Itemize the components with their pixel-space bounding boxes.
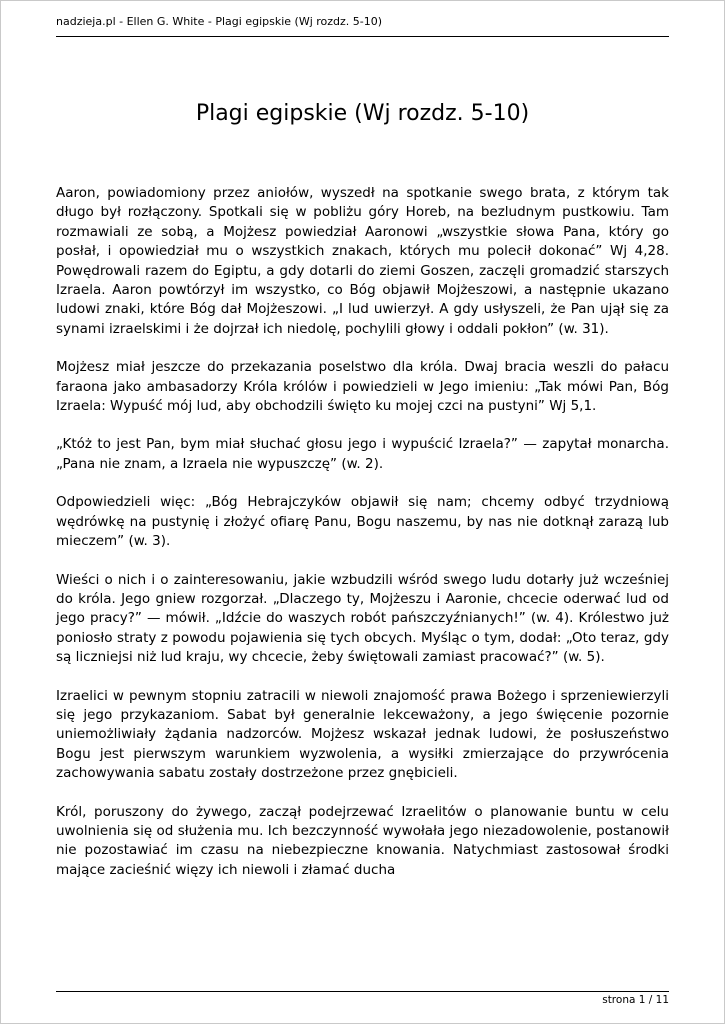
header-text: nadzieja.pl - Ellen G. White - Plagi egipskie (Wj rozdz. 5-10): [56, 15, 383, 28]
paragraph: Izraelici w pewnym stopniu zatracili w niewoli znajomość prawa Bożego i sprzeniewierzyli się jego przykazaniom. Sabat był generalnie lekceważony, a jego święcenie pozornie uniemożliwiały żądania nadzorców. Mojżesz wskazał jednak ludowi, że posłuszeństwo Bogu jest pierwszym warunkiem wyzwolenia, a wysiłki zmierzające do przywrócenia zachowywania sabatu zostały dostrzeżone przez gnębicieli.: [56, 687, 669, 782]
paragraph: Mojżesz miał jeszcze do przekazania poselstwo dla króla. Dwaj bracia weszli do pałacu faraona jako ambasadorzy Króla królów i powiedzieli w Jego imieniu: „Tak mówi Pan, Bóg Izraela: Wypuść mój lud, aby obchodzili święto ku mojej czci na pustyni” Wj 5,1.: [56, 359, 669, 415]
document-body: [56, 184, 669, 880]
paragraph: Odpowiedzieli więc: „Bóg Hebrajczyków objawił się nam; chcemy odbyć trzydniową wędrówkę na pustynię i złożyć ofiarę Panu, Bogu naszemu, by nas nie dotknął zarazą lub mieczem” (w. 3).: [56, 494, 669, 550]
page-number: strona 1 / 11: [602, 994, 669, 1006]
page-footer: [56, 991, 669, 1007]
paragraph: „Któż to jest Pan, bym miał słuchać głosu jego i wypuścić Izraela?” — zapytał monarcha. „Pana nie znam, a Izraela nie wypuszczę” (w. 2).: [56, 436, 669, 472]
header-divider: [56, 36, 669, 37]
paragraph: Aaron, powiadomiony przez aniołów, wyszedł na spotkanie swego brata, z którym tak długo był rozłączony. Spotkali się w pobliżu góry Horeb, na bezludnym pustkowiu. Tam rozmawiali ze sobą, a Mojżesz powiedział Aaronowi „wszystkie słowa Pana, który go posłał, i opowiedział mu o wszystkich znakach, których mu polecił dokonać” Wj 4,28. Powędrowali razem do Egiptu, a gdy dotarli do ziemi Goszen, zaczęli gromadzić starszych Izraela. Aaron powtórzył im wszystko, co Bóg objawił Mojżeszowi, a następnie ukazano ludowi znaki, które Bóg dał Mojżeszowi. „I lud uwierzył. A gdy usłyszeli, że Pan ujął się za synami izraelskimi i że dojrzał ich niedolę, pochylili głowy i oddali pokłon” (w. 31).: [56, 185, 669, 337]
document-title: Plagi egipskie (Wj rozdz. 5-10): [195, 101, 530, 126]
page-header: [56, 15, 669, 37]
paragraph: Wieści o nich i o zainteresowaniu, jakie wzbudzili wśród swego ludu dotarły już wcześniej do króla. Jego gniew rozgorzał. „Dlaczego ty, Mojżeszu i Aaronie, chcecie oderwać lud od jego pracy?” — mówił. „Idźcie do waszych robót pańszczyźnianych!” (w. 4). Królestwo już poniosło straty z powodu pojawienia się tych obcych. Myśląc o tym, dodał: „Oto teraz, gdy są liczniejsi niż lud kraju, wy chcecie, żeby świętowali zamiast pracować?” (w. 5).: [56, 571, 669, 666]
paragraph: Król, poruszony do żywego, zaczął podejrzewać Izraelitów o planowanie buntu w celu uwolnienia się od służenia mu. Ich bezczynność wywołała jego niezadowolenie, postanowił nie pozostawiać im czasu na niebezpieczne knowania. Natychmiast zastosował środki mające zacieśnić więzy ich niewoli i złamać ducha: [56, 803, 669, 878]
